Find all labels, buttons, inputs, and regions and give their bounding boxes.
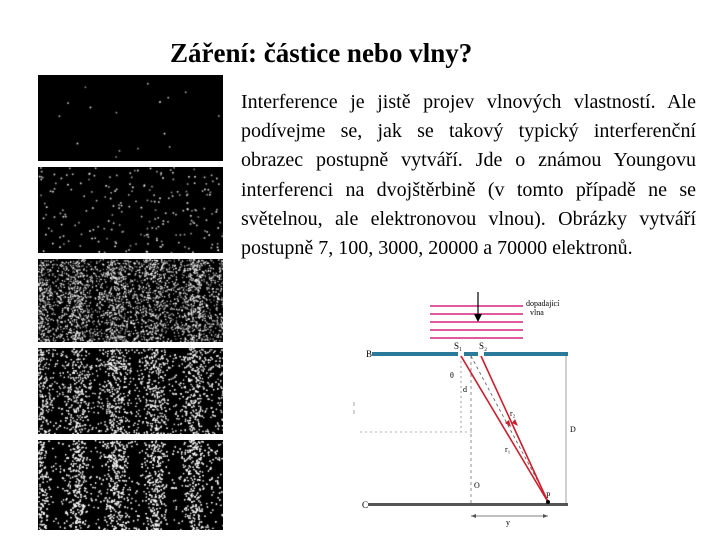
barrier-right [484, 352, 568, 356]
y-arrow-right [543, 514, 548, 518]
panel-100-electrons [38, 167, 223, 253]
label-S2: S₂ [479, 341, 488, 351]
wave-label-2: vlna [530, 308, 544, 317]
label-S1: S₁ [454, 341, 463, 351]
slide-title: Záření: částice nebo vlny? [170, 38, 473, 68]
label-C: C [362, 500, 369, 510]
panel-70000-electrons [38, 440, 223, 530]
panel-20000-electrons [38, 348, 223, 434]
label-d: d [463, 385, 467, 394]
y-arrow-left [471, 514, 476, 518]
slide-paragraph: Interference je jistě projev vlnových vlastností. Ale podívejme se, jak se takový typický interferenční obrazec postupně vytváří. Jde o známou Youngovu interferenci na dvojštěrbině (v tomto případě ne se světelnou, ale elektronovou vlnou). Obrázky vytváří postupně 7, 100, 3000, 20000 a 70000 elektronů. [241, 91, 696, 260]
screen-C [368, 503, 568, 506]
label-r1: r₁ [505, 445, 511, 454]
barrier-left [372, 352, 458, 356]
ray-r2 [481, 356, 548, 502]
label-r2: r₂ [510, 409, 516, 418]
point-P [546, 500, 550, 504]
incident-arrow-head [474, 314, 482, 322]
panel-7-electrons [38, 75, 223, 161]
label-P: P [546, 491, 551, 500]
label-D: D [570, 425, 576, 434]
label-y: y [506, 518, 510, 527]
label-theta: θ [450, 371, 454, 380]
panel-3000-electrons [38, 259, 223, 342]
label-B: B [366, 349, 373, 359]
label-o: O [474, 481, 480, 490]
wave-label: dopadající [526, 299, 560, 308]
double-slit-diagram [340, 292, 580, 527]
barrier-middle [464, 352, 478, 356]
incident-wave [430, 306, 523, 338]
